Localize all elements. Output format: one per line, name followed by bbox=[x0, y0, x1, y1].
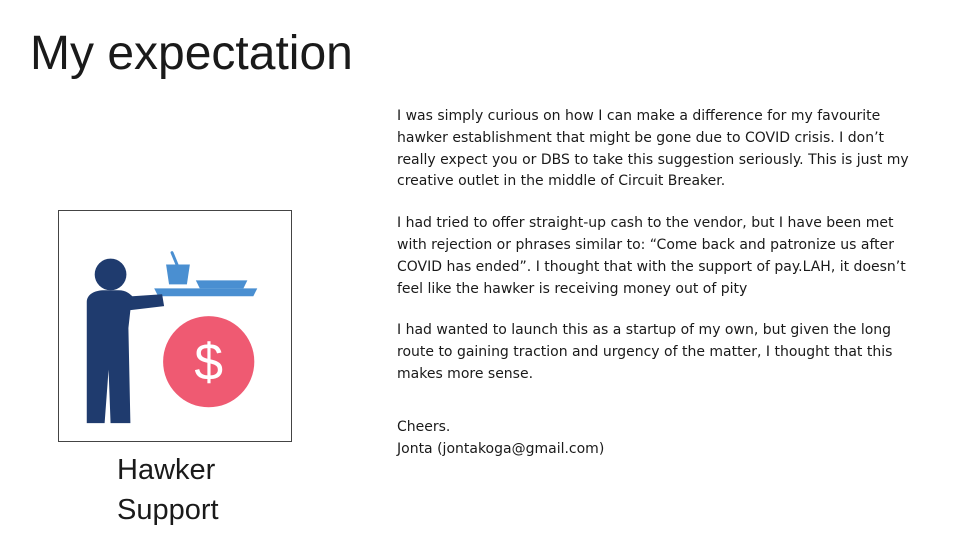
caption-line-2: Support bbox=[117, 494, 219, 526]
signoff bbox=[397, 417, 927, 461]
dollar-symbol: $ bbox=[194, 332, 224, 391]
tray-icon bbox=[154, 288, 257, 296]
dollar-coin-icon bbox=[163, 316, 254, 407]
hawker-illustration-svg bbox=[59, 211, 291, 441]
person-icon bbox=[87, 259, 164, 424]
paragraph-curiosity: I was simply curious on how I can make a difference for my favourite hawker establishment that might be gone due to COVID crisis. I don’t really expect you or DBS to take this suggestion seriously. This is just my creative outlet in the middle of Circuit Breaker. bbox=[397, 108, 909, 190]
signoff-signature: Jonta (jontakoga@gmail.com) bbox=[397, 440, 605, 457]
caption-line-1: Hawker bbox=[117, 454, 216, 486]
slide-title: My expectation bbox=[30, 27, 353, 80]
paragraph-cash-offer: I had tried to offer straight-up cash to the vendor, but I have been met with rejection or phrases similar to: “Come back and patronize us after COVID has ended”. I thought that with the support of pay.LAH, it doesn’t feel like the hawker is receiving money out of pity bbox=[397, 215, 906, 297]
plate-icon bbox=[196, 280, 248, 288]
body-text bbox=[397, 106, 927, 460]
hawker-support-illustration bbox=[58, 210, 292, 442]
illustration-caption bbox=[117, 450, 219, 530]
signoff-greeting: Cheers. bbox=[397, 418, 451, 435]
drink-cup-icon bbox=[166, 253, 190, 285]
paragraph-startup: I had wanted to launch this as a startup of my own, but given the long route to gaining traction and urgency of the matter, I thought that this makes more sense. bbox=[397, 322, 893, 382]
